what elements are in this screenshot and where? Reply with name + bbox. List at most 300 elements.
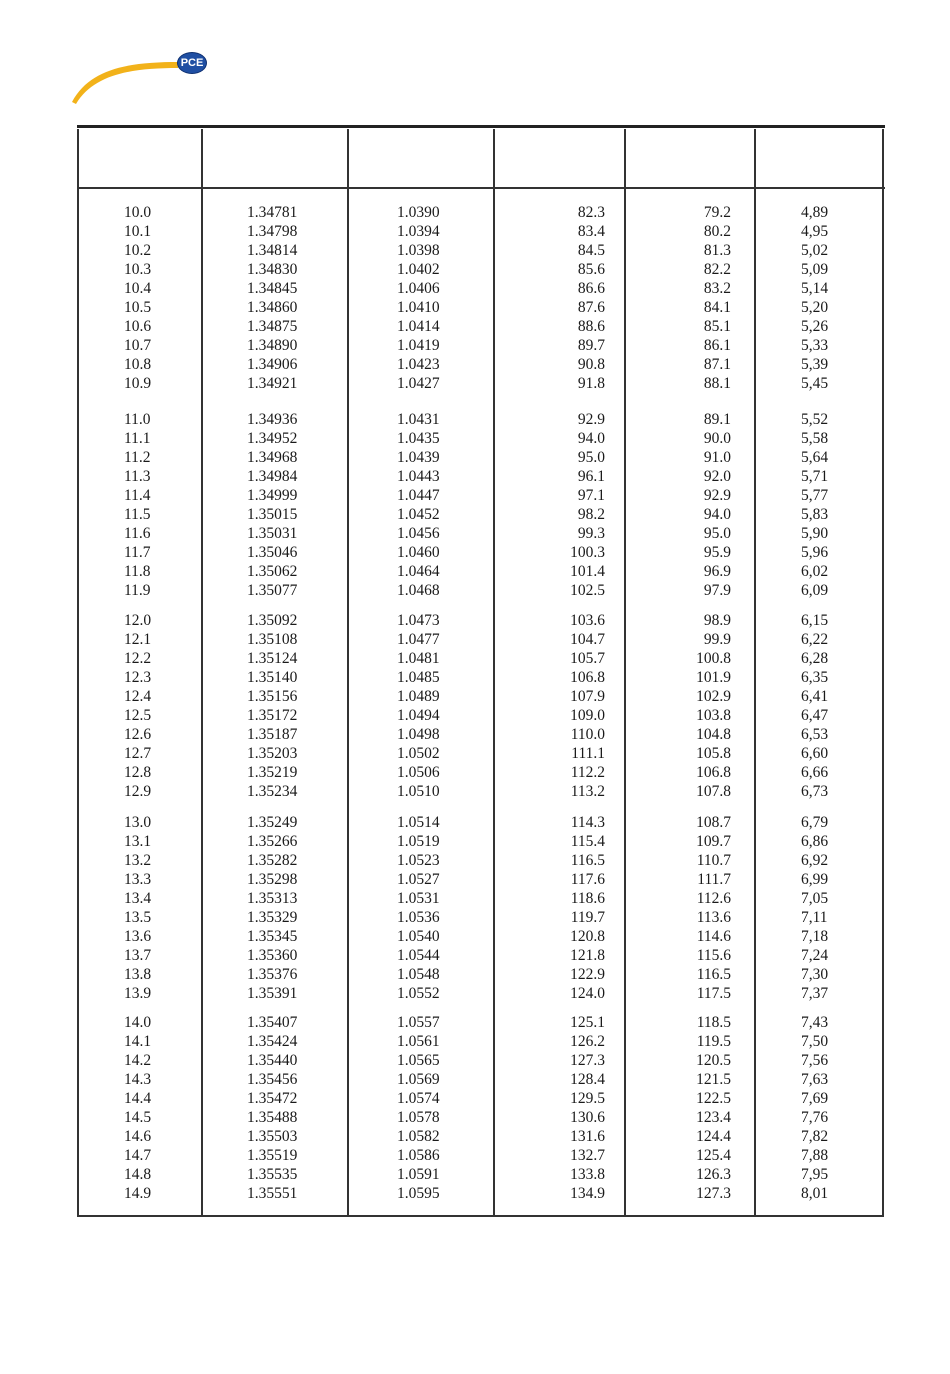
table-cell: 97.1 [577,487,605,504]
table-cell: 12.2 [124,650,152,667]
table-cell: 103.6 [570,612,605,629]
table-cell: 98.9 [703,612,731,629]
table-row [77,336,885,355]
table-row [77,725,885,744]
table-row [77,1146,885,1165]
table-cell: 134.9 [570,1185,605,1202]
table-cell: 14.2 [124,1052,152,1069]
table-cell: 94.0 [703,506,731,523]
table-cell: 5,58 [801,430,829,447]
table-row [77,813,885,832]
table-cell: 120.8 [570,928,605,945]
table-row [77,1032,885,1051]
table-cell: 1.0452 [397,506,440,523]
table-cell: 7,76 [801,1109,829,1126]
table-row [77,1127,885,1146]
table-cell: 132.7 [570,1147,605,1164]
table-row [77,429,885,448]
table-cell: 5,71 [801,468,829,485]
table-cell: 5,26 [801,318,829,335]
table-row [77,1165,885,1184]
table-row [77,946,885,965]
table-cell: 1.0439 [397,449,440,466]
table-cell: 5,09 [801,261,829,278]
table-cell: 125.1 [570,1014,605,1031]
table-cell: 86.6 [577,280,605,297]
header-cell-2 [203,130,347,186]
table-top-rule [77,125,885,128]
table-cell: 1.35015 [247,506,298,523]
table-cell: 13.3 [124,871,152,888]
table-cell: 1.0456 [397,525,440,542]
table-cell: 1.34921 [247,375,298,392]
table-cell: 90.8 [577,356,605,373]
table-cell: 14.4 [124,1090,152,1107]
table-cell: 105.8 [696,745,731,762]
table-cell: 7,24 [801,947,829,964]
table-cell: 1.0498 [397,726,440,743]
table-cell: 1.35092 [247,612,298,629]
table-cell: 116.5 [570,852,605,869]
table-cell: 10.1 [124,223,152,240]
table-cell: 1.35062 [247,563,298,580]
table-cell: 1.0574 [397,1090,440,1107]
table-cell: 109.7 [696,833,731,850]
table-cell: 1.0494 [397,707,440,724]
table-cell: 1.34860 [247,299,298,316]
table-cell: 5,52 [801,411,829,428]
table-cell: 6,79 [801,814,829,831]
table-cell: 1.35234 [247,783,298,800]
table-cell: 13.4 [124,890,152,907]
table-cell: 1.35031 [247,525,298,542]
table-cell: 1.34845 [247,280,298,297]
table-cell: 14.5 [124,1109,152,1126]
table-cell: 119.7 [570,909,605,926]
table-cell: 110.7 [696,852,731,869]
table-cell: 11.4 [124,487,151,504]
table-cell: 1.0481 [397,650,440,667]
table-cell: 1.34968 [247,449,298,466]
table-cell: 121.8 [570,947,605,964]
table-cell: 1.35187 [247,726,298,743]
table-cell: 1.0477 [397,631,440,648]
table-cell: 81.3 [703,242,731,259]
table-cell: 1.0544 [397,947,440,964]
table-cell: 95.9 [703,544,731,561]
table-cell: 1.35329 [247,909,298,926]
table-cell: 14.3 [124,1071,152,1088]
table-cell: 111.7 [697,871,731,888]
table-cell: 82.3 [577,204,605,221]
table-cell: 8,01 [801,1185,829,1202]
table-cell: 85.1 [703,318,731,335]
table-cell: 11.9 [124,582,151,599]
table-cell: 6,92 [801,852,829,869]
table-cell: 1.35360 [247,947,298,964]
table-cell: 1.0548 [397,966,440,983]
table-cell: 1.34984 [247,468,298,485]
table-cell: 1.0527 [397,871,440,888]
header-cell-4 [495,130,624,186]
table-cell: 103.8 [696,707,731,724]
table-cell: 95.0 [703,525,731,542]
table-row [77,782,885,801]
table-cell: 10.8 [124,356,152,373]
table-cell: 6,53 [801,726,829,743]
table-row [77,279,885,298]
table-cell: 11.5 [124,506,151,523]
table-cell: 12.6 [124,726,152,743]
table-cell: 10.9 [124,375,152,392]
table-cell: 1.0431 [397,411,440,428]
table-cell: 1.0419 [397,337,440,354]
table-cell: 1.35298 [247,871,298,888]
table-row [77,374,885,393]
table-cell: 92.9 [703,487,731,504]
header-cell-5 [626,130,754,186]
header-divider [77,187,885,189]
table-cell: 122.9 [570,966,605,983]
table-cell: 105.7 [570,650,605,667]
table-cell: 109.0 [570,707,605,724]
table-cell: 1.0398 [397,242,440,259]
table-cell: 12.7 [124,745,152,762]
table-cell: 1.0489 [397,688,440,705]
table-cell: 83.4 [577,223,605,240]
table-cell: 5,96 [801,544,829,561]
header-cell-6 [756,130,884,186]
table-cell: 6,60 [801,745,829,762]
table-cell: 10.3 [124,261,152,278]
table-cell: 5,39 [801,356,829,373]
table-cell: 121.5 [696,1071,731,1088]
table-cell: 1.34781 [247,204,298,221]
table-cell: 87.1 [703,356,731,373]
table-cell: 1.0591 [397,1166,440,1183]
table-cell: 1.35140 [247,669,298,686]
table-cell: 129.5 [570,1090,605,1107]
table-row [77,524,885,543]
table-cell: 85.6 [577,261,605,278]
table-cell: 13.7 [124,947,152,964]
table-cell: 1.35313 [247,890,298,907]
table-cell: 111.1 [571,745,605,762]
table-row [77,260,885,279]
table-cell: 94.0 [577,430,605,447]
table-cell: 7,88 [801,1147,829,1164]
table-row [77,505,885,524]
table-cell: 130.6 [570,1109,605,1126]
table-cell: 12.0 [124,612,152,629]
table-cell: 1.34906 [247,356,298,373]
table-cell: 7,43 [801,1014,829,1031]
table-cell: 10.7 [124,337,152,354]
table-cell: 6,86 [801,833,829,850]
table-cell: 110.0 [570,726,605,743]
table-cell: 7,30 [801,966,829,983]
table-cell: 5,33 [801,337,829,354]
table-cell: 1.0586 [397,1147,440,1164]
table-cell: 1.0595 [397,1185,440,1202]
table-row [77,984,885,1003]
table-cell: 1.0557 [397,1014,440,1031]
table-cell: 1.0510 [397,783,440,800]
table-cell: 1.0402 [397,261,440,278]
table-cell: 4,95 [801,223,829,240]
table-cell: 1.35535 [247,1166,298,1183]
table-cell: 13.6 [124,928,152,945]
table-row [77,630,885,649]
table-cell: 97.9 [703,582,731,599]
table-cell: 1.35551 [247,1185,298,1202]
table-cell: 127.3 [696,1185,731,1202]
table-cell: 122.5 [696,1090,731,1107]
table-cell: 114.3 [570,814,605,831]
table-cell: 6,09 [801,582,829,599]
table-cell: 12.3 [124,669,152,686]
table-cell: 13.9 [124,985,152,1002]
table-cell: 7,18 [801,928,829,945]
table-row [77,1108,885,1127]
table-cell: 14.9 [124,1185,152,1202]
table-cell: 100.3 [570,544,605,561]
table-cell: 106.8 [570,669,605,686]
table-cell: 7,56 [801,1052,829,1069]
table-cell: 14.7 [124,1147,152,1164]
table-cell: 5,90 [801,525,829,542]
table-cell: 86.1 [703,337,731,354]
table-cell: 133.8 [570,1166,605,1183]
table-cell: 91.8 [577,375,605,392]
table-cell: 11.1 [124,430,151,447]
table-cell: 5,02 [801,242,829,259]
table-cell: 1.34999 [247,487,298,504]
table-row [77,1184,885,1203]
table-cell: 87.6 [577,299,605,316]
table-cell: 6,02 [801,563,829,580]
table-cell: 5,14 [801,280,829,297]
table-cell: 13.2 [124,852,152,869]
table-cell: 5,83 [801,506,829,523]
table-row [77,851,885,870]
table-cell: 10.0 [124,204,152,221]
table-row [77,1013,885,1032]
table-cell: 12.4 [124,688,152,705]
table-cell: 1.35503 [247,1128,298,1145]
table-row [77,870,885,889]
table-cell: 7,50 [801,1033,829,1050]
table-cell: 10.2 [124,242,152,259]
table-cell: 6,99 [801,871,829,888]
table-cell: 13.5 [124,909,152,926]
table-cell: 6,73 [801,783,829,800]
table-cell: 1.0485 [397,669,440,686]
table-cell: 100.8 [696,650,731,667]
table-row [77,687,885,706]
table-cell: 7,11 [801,909,828,926]
table-cell: 14.1 [124,1033,152,1050]
table-cell: 104.7 [570,631,605,648]
table-cell: 1.0552 [397,985,440,1002]
table-cell: 1.0435 [397,430,440,447]
table-cell: 1.34830 [247,261,298,278]
table-cell: 126.2 [570,1033,605,1050]
table-cell: 118.6 [570,890,605,907]
table-cell: 11.8 [124,563,151,580]
table-cell: 13.8 [124,966,152,983]
table-cell: 10.6 [124,318,152,335]
table-cell: 13.1 [124,833,152,850]
table-cell: 11.2 [124,449,151,466]
table-row [77,706,885,725]
table-cell: 92.0 [703,468,731,485]
table-row [77,927,885,946]
table-cell: 1.0536 [397,909,440,926]
table-cell: 1.0523 [397,852,440,869]
table-cell: 112.2 [570,764,605,781]
table-cell: 107.8 [696,783,731,800]
table-cell: 80.2 [703,223,731,240]
table-cell: 101.9 [696,669,731,686]
table-row [77,763,885,782]
table-cell: 6,47 [801,707,829,724]
table-cell: 7,63 [801,1071,829,1088]
table-cell: 4,89 [801,204,829,221]
table-cell: 14.0 [124,1014,152,1031]
table-cell: 1.0569 [397,1071,440,1088]
table-cell: 1.35472 [247,1090,298,1107]
table-cell: 1.0464 [397,563,440,580]
table-cell: 120.5 [696,1052,731,1069]
table-cell: 115.6 [696,947,731,964]
table-row [77,241,885,260]
table-cell: 6,22 [801,631,829,648]
table-cell: 1.0390 [397,204,440,221]
table-cell: 1.0427 [397,375,440,392]
table-cell: 82.2 [703,261,731,278]
table-row [77,889,885,908]
table-cell: 11.0 [124,411,151,428]
table-row [77,410,885,429]
table-cell: 99.3 [577,525,605,542]
table-cell: 1.0582 [397,1128,440,1145]
table-cell: 14.6 [124,1128,152,1145]
table-cell: 12.5 [124,707,152,724]
table-cell: 5,64 [801,449,829,466]
table-cell: 101.4 [570,563,605,580]
table-row [77,1089,885,1108]
table-row [77,486,885,505]
table-cell: 1.0443 [397,468,440,485]
table-cell: 117.5 [696,985,731,1002]
table-cell: 5,45 [801,375,829,392]
pce-logo-swoosh [60,48,230,108]
table-cell: 1.35266 [247,833,298,850]
table-cell: 1.35282 [247,852,298,869]
table-cell: 1.34936 [247,411,298,428]
table-cell: 1.34798 [247,223,298,240]
table-cell: 1.0578 [397,1109,440,1126]
table-cell: 116.5 [696,966,731,983]
table-cell: 113.6 [696,909,731,926]
table-cell: 131.6 [570,1128,605,1145]
table-cell: 1.0565 [397,1052,440,1069]
table-cell: 96.9 [703,563,731,580]
table-cell: 1.0519 [397,833,440,850]
table-cell: 7,95 [801,1166,829,1183]
table-cell: 1.0561 [397,1033,440,1050]
table-row [77,908,885,927]
table-cell: 1.34890 [247,337,298,354]
table-cell: 1.0414 [397,318,440,335]
table-cell: 1.35519 [247,1147,298,1164]
table-cell: 127.3 [570,1052,605,1069]
table-cell: 89.1 [703,411,731,428]
table-cell: 90.0 [703,430,731,447]
table-row [77,467,885,486]
table-cell: 1.35203 [247,745,298,762]
table-row [77,203,885,222]
table-cell: 11.7 [124,544,151,561]
table-cell: 1.35156 [247,688,298,705]
table-cell: 113.2 [570,783,605,800]
header-cell-1 [79,130,201,186]
table-cell: 7,82 [801,1128,829,1145]
table-cell: 89.7 [577,337,605,354]
table-cell: 1.0514 [397,814,440,831]
table-cell: 117.6 [570,871,605,888]
table-cell: 88.6 [577,318,605,335]
table-cell: 107.9 [570,688,605,705]
table-cell: 1.0502 [397,745,440,762]
table-row [77,965,885,984]
table-cell: 12.1 [124,631,152,648]
table-cell: 1.0394 [397,223,440,240]
table-cell: 99.9 [703,631,731,648]
table-cell: 83.2 [703,280,731,297]
table-cell: 102.9 [696,688,731,705]
table-cell: 7,69 [801,1090,829,1107]
table-cell: 1.34952 [247,430,298,447]
table-cell: 98.2 [577,506,605,523]
pce-logo-badge: PCE [178,53,206,73]
table-cell: 108.7 [696,814,731,831]
table-cell: 5,20 [801,299,829,316]
table-cell: 5,77 [801,487,829,504]
table-cell: 1.35407 [247,1014,298,1031]
table-cell: 1.0468 [397,582,440,599]
table-cell: 102.5 [570,582,605,599]
table-cell: 6,41 [801,688,829,705]
table-cell: 118.5 [696,1014,731,1031]
table-cell: 84.5 [577,242,605,259]
table-cell: 88.1 [703,375,731,392]
table-row [77,1070,885,1089]
table-row [77,668,885,687]
table-cell: 6,15 [801,612,829,629]
table-row [77,317,885,336]
table-cell: 1.35345 [247,928,298,945]
table-cell: 1.0406 [397,280,440,297]
table-cell: 95.0 [577,449,605,466]
table-row [77,649,885,668]
table-cell: 1.35046 [247,544,298,561]
table-cell: 96.1 [577,468,605,485]
table-row [77,1051,885,1070]
table-cell: 1.35440 [247,1052,298,1069]
table-cell: 126.3 [696,1166,731,1183]
